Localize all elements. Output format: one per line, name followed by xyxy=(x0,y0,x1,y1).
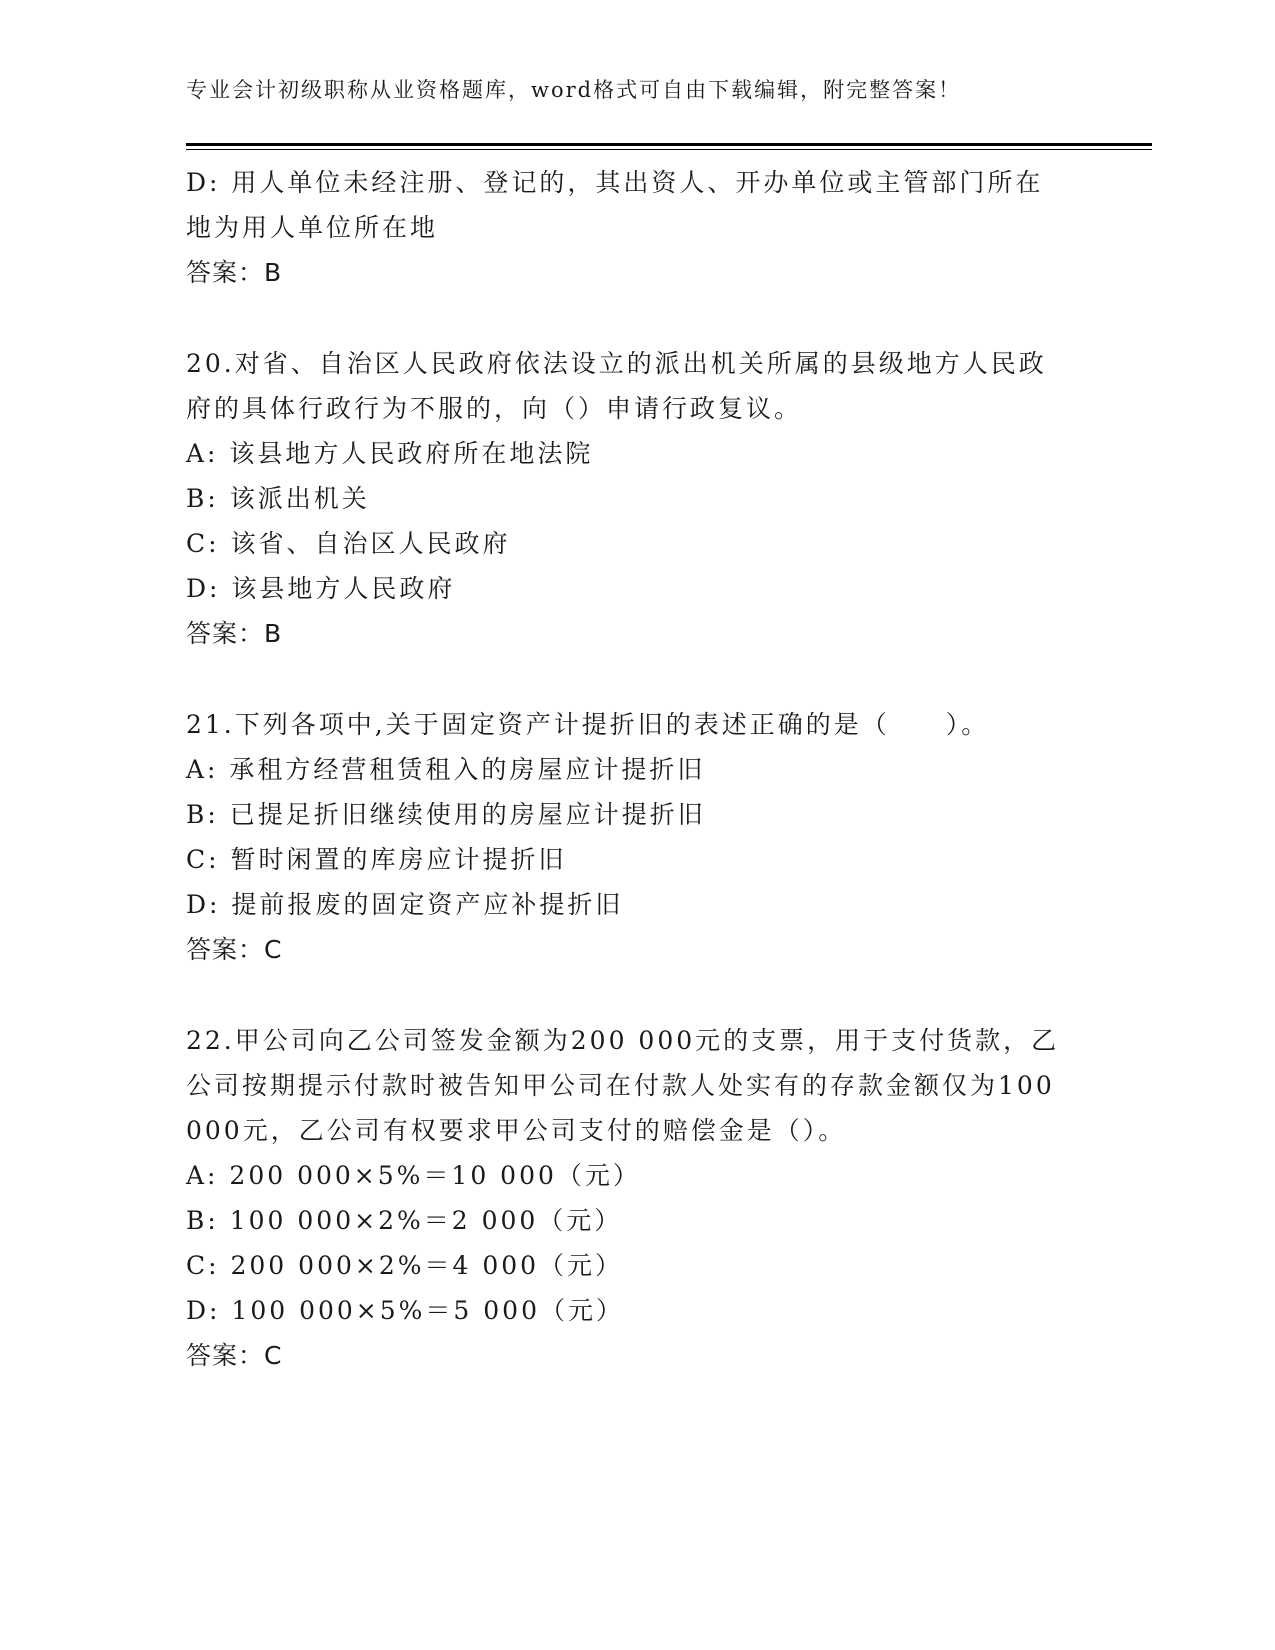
option-d: D: 100 000×5%＝5 000（元） xyxy=(186,1296,624,1325)
option-c: C: 该省、自治区人民政府 xyxy=(186,529,511,558)
option-d-line-2: 地为用人单位所在地 xyxy=(186,213,439,242)
option-b: B: 该派出机关 xyxy=(186,484,370,513)
option-a: A: 该县地方人民政府所在地法院 xyxy=(186,439,594,468)
question-stem-line: 21.下列各项中,关于固定资产计提折旧的表述正确的是（ ）。 xyxy=(186,710,990,739)
header-rule-thick xyxy=(186,143,1152,146)
question-stem-line: 000元，乙公司有权要求甲公司支付的赔偿金是（）。 xyxy=(186,1116,847,1145)
spacer xyxy=(186,295,1086,341)
question-stem-line: 府的具体行政行为不服的，向（）申请行政复议。 xyxy=(186,394,803,423)
answer-label: 答案：C xyxy=(186,935,283,964)
option-c: C: 暂时闲置的库房应计提折旧 xyxy=(186,845,567,874)
spacer xyxy=(186,656,1086,702)
question-stem-line: 22.甲公司向乙公司签发金额为200 000元的支票，用于支付货款，乙 xyxy=(186,1026,1060,1055)
header-rule-thin xyxy=(186,149,1152,150)
option-b: B: 100 000×2%＝2 000（元） xyxy=(186,1206,623,1235)
spacer xyxy=(186,972,1086,1018)
option-c: C: 200 000×2%＝4 000（元） xyxy=(186,1251,624,1280)
prev-question-tail xyxy=(186,160,1086,295)
option-b: B: 已提足折旧继续使用的房屋应计提折旧 xyxy=(186,800,706,829)
answer-label: 答案：C xyxy=(186,1341,283,1370)
question-22 xyxy=(186,1018,1086,1378)
question-stem-line: 20.对省、自治区人民政府依法设立的派出机关所属的县级地方人民政 xyxy=(186,349,1047,378)
option-a: A: 承租方经营租赁租入的房屋应计提折旧 xyxy=(186,755,706,784)
question-21 xyxy=(186,702,1086,972)
page-header: 专业会计初级职称从业资格题库，word格式可自由下载编辑，附完整答案！ xyxy=(186,78,962,102)
option-a: A: 200 000×5%＝10 000（元） xyxy=(186,1161,641,1190)
option-d-line-1: D: 用人单位未经注册、登记的，其出资人、开办单位或主管部门所在 xyxy=(186,168,1044,197)
answer-label: 答案：B xyxy=(186,258,283,287)
option-d: D: 提前报废的固定资产应补提折旧 xyxy=(186,890,624,919)
question-content xyxy=(186,160,1086,1378)
question-stem-line: 公司按期提示付款时被告知甲公司在付款人处实有的存款金额仅为100 xyxy=(186,1071,1055,1100)
question-20 xyxy=(186,341,1086,656)
answer-label: 答案：B xyxy=(186,619,283,648)
option-d: D: 该县地方人民政府 xyxy=(186,574,456,603)
